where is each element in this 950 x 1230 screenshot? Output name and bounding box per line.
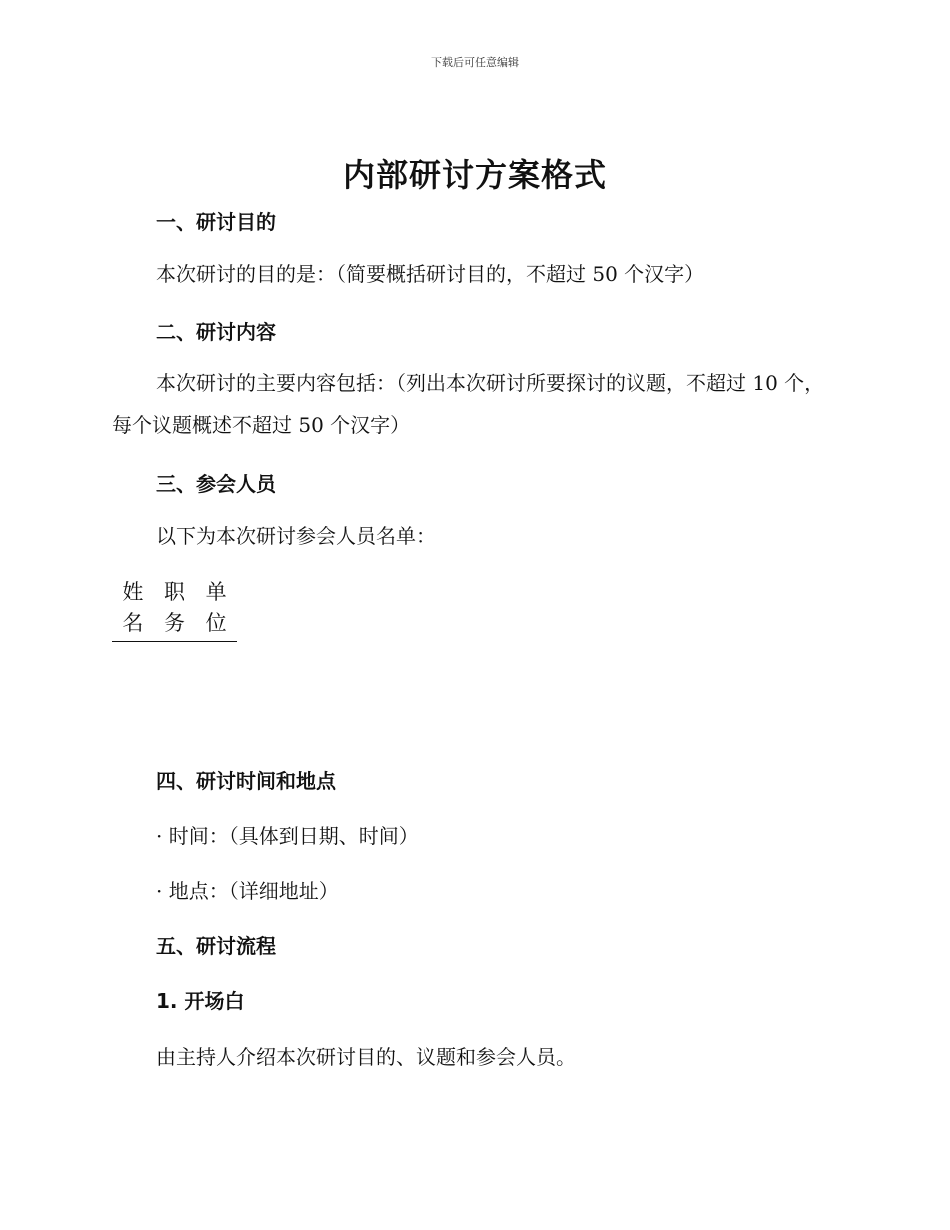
table-header-organization-line2: 位 bbox=[205, 611, 227, 635]
table-header-organization bbox=[195, 577, 237, 642]
section-heading-purpose: 一、研讨目的 bbox=[156, 210, 276, 234]
process-step1-title: 1. 开场白 bbox=[156, 989, 245, 1013]
attendees-intro-paragraph: 以下为本次研讨参会人员名单： bbox=[156, 524, 436, 548]
table-header-organization-line1: 单 bbox=[205, 580, 227, 604]
section-heading-content: 二、研讨内容 bbox=[156, 320, 276, 344]
attendee-table-header-row bbox=[112, 577, 237, 642]
attendee-table bbox=[112, 577, 237, 642]
table-header-position-line2: 务 bbox=[163, 611, 185, 635]
section-heading-process: 五、研讨流程 bbox=[156, 934, 276, 958]
table-header-name-line1: 姓 bbox=[122, 580, 144, 604]
purpose-paragraph: 本次研讨的目的是：（简要概括研讨目的，不超过 50 个汉字） bbox=[156, 262, 705, 286]
table-header-name bbox=[112, 577, 154, 642]
process-step1-paragraph: 由主持人介绍本次研讨目的、议题和参会人员。 bbox=[156, 1045, 576, 1069]
time-bullet: · 时间：（具体到日期、时间） bbox=[156, 824, 419, 848]
place-bullet: · 地点：（详细地址） bbox=[156, 879, 339, 903]
section-heading-time-place: 四、研讨时间和地点 bbox=[156, 769, 336, 793]
table-header-name-line2: 名 bbox=[122, 611, 144, 635]
content-paragraph: 本次研讨的主要内容包括：（列出本次研讨所要探讨的议题，不超过 10 个，每个议题概述不超过 50 个汉字） bbox=[112, 371, 825, 437]
table-header-position bbox=[154, 577, 196, 642]
table-header-position-line1: 职 bbox=[163, 580, 185, 604]
header-note: 下载后可任意编辑 bbox=[431, 56, 519, 69]
section-heading-attendees: 三、参会人员 bbox=[156, 472, 276, 496]
document-title: 内部研讨方案格式 bbox=[342, 156, 607, 194]
